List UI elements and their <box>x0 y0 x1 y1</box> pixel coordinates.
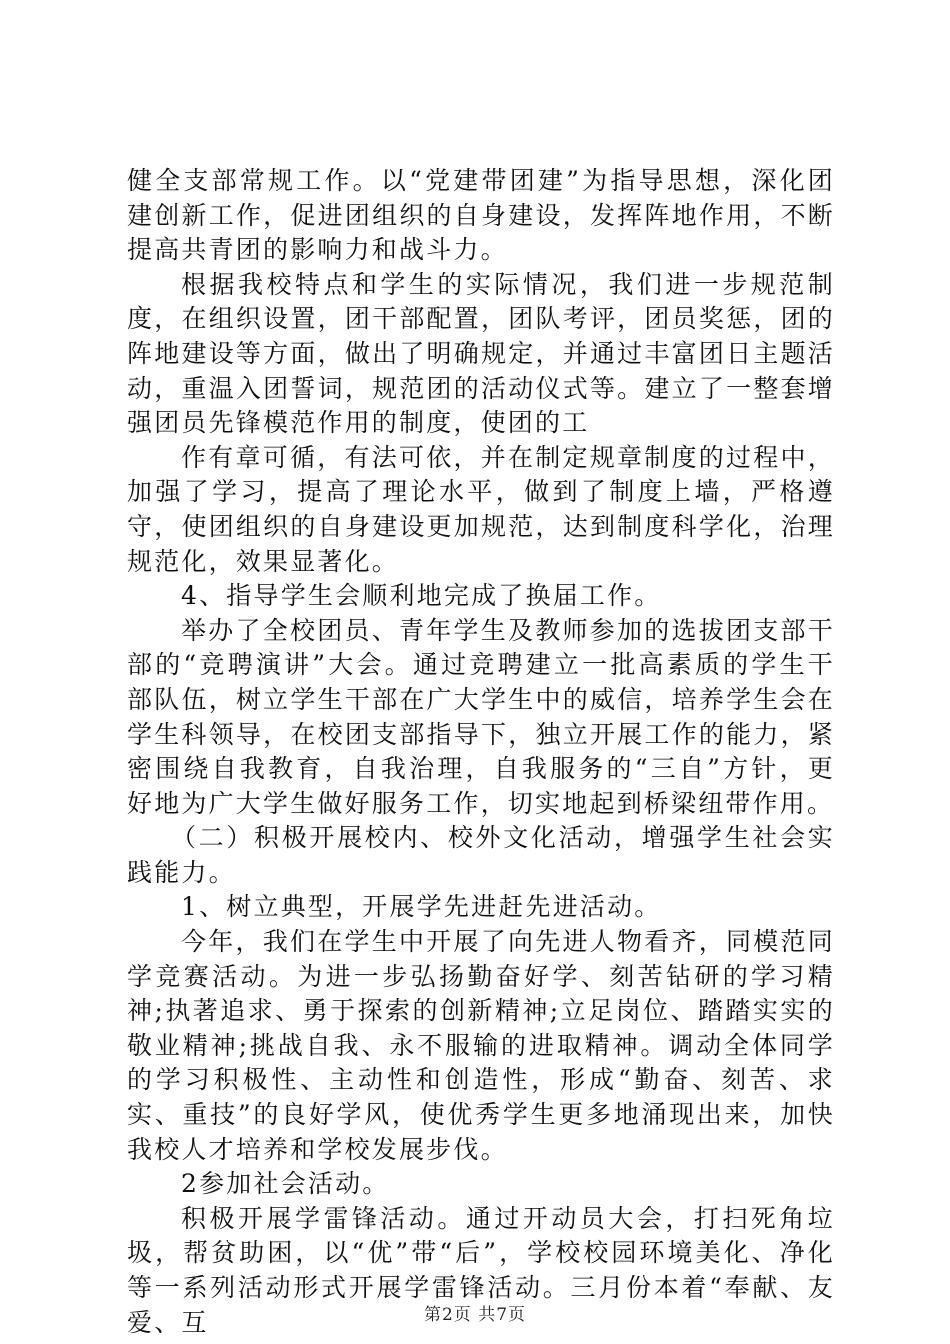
paragraph-3: 作有章可循，有法可依，并在制定规章制度的过程中，加强了学习，提高了理论水平，做到了制度上墙，严格遵守，使团组织的自身建设更加规范，达到制度科学化，治理规范化，效果显著化。 <box>127 442 835 576</box>
paragraph-2: 根据我校特点和学生的实际情况，我们进一步规范制度，在组织设置，团干部配置，团队考评，团员奖惩，团的阵地建设等方面，做出了明确规定，并通过丰富团日主题活动，重温入团誓词，规范团的活动仪式等。建立了一整套增强团员先锋模范作用的制度，使团的工 <box>127 269 835 438</box>
paragraph-5: 举办了全校团员、青年学生及教师参加的选拔团支部干部的“竞聘演讲”大会。通过竞聘建立一批高素质的学生干部队伍，树立学生干部在广大学生中的威信，培养学生会在学生科领导，在校团支部指导下，独立开展工作的能力，紧密围绕自我教育，自我治理，自我服务的“三自”方针，更好地为广大学生做好服务工作，切实地起到桥梁纽带作用。 <box>127 615 835 818</box>
subheading-2: 2参加社会活动。 <box>181 1169 390 1199</box>
paragraph-1: 健全支部常规工作。以“党建带团建”为指导思想，深化团建创新工作，促进团组织的自身建设，发挥阵地作用，不断提高共青团的影响力和战斗力。 <box>127 166 835 265</box>
subheading-1: 1、树立典型，开展学先进赶先进活动。 <box>181 892 662 922</box>
paragraph-7: 积极开展学雷锋活动。通过开动员大会，打扫死角垃圾，帮贫助困，以“优”带“后”，学校校园环境美化、净化等一系列活动形式开展学雷锋活动。三月份本着“奉献、友爱、互 <box>127 1203 835 1337</box>
page-number-footer: 第2页 共7页 <box>423 1305 527 1325</box>
paragraph-4-heading: 4、指导学生会顺利地完成了换届工作。 <box>181 581 662 611</box>
body-text <box>127 164 835 1340</box>
paragraph-6: 今年，我们在学生中开展了向先进人物看齐，同模范同学竞赛活动。为进一步弘扬勤奋好学、刻苦钻研的学习精神;执著追求、勇于探索的创新精神;立足岗位、踏踏实实的敬业精神;挑战自我、永不服输的进取精神。调动全体同学的学习积极性、主动性和创造性，形成“勤奋、刻苦、求实、重技”的良好学风，使优秀学生更多地涌现出来，加快我校人才培养和学校发展步伐。 <box>127 927 835 1164</box>
section-heading-2: （二）积极开展校内、校外文化活动，增强学生社会实践能力。 <box>127 823 835 887</box>
